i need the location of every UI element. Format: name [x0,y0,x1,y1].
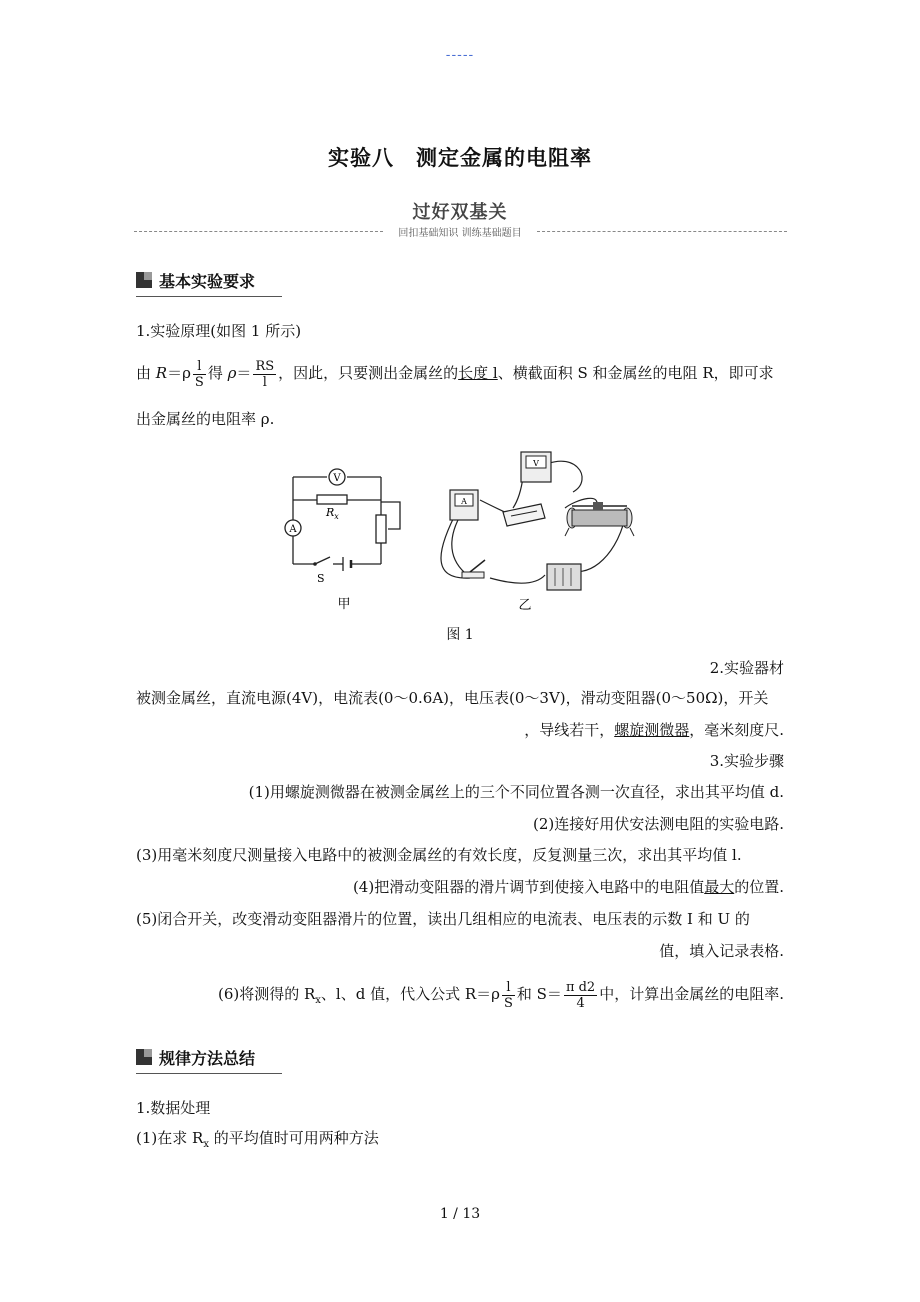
equipment-line1: 被测金属丝，直流电源(4V)，电流表(0～0.6A)，电压表(0～3V)，滑动变阻器(0～50Ω)，开关 [136,689,769,707]
section-heading-text: 基本实验要求 [159,272,256,291]
header-mark: ----- [445,48,475,63]
svg-text:A: A [461,497,467,506]
equipment-heading: 2.实验器材 [709,659,784,677]
section-underline [136,1073,282,1074]
section-heading-text: 规律方法总结 [159,1049,256,1068]
principle-formula-line [136,355,774,391]
battery-device [547,564,581,590]
equipment-line2: ，导线若干，螺旋测微器，毫米刻度尺. [524,721,784,739]
principle-line2: 出金属丝的电阻率 ρ. [136,410,275,428]
section-marker-icon [136,272,152,288]
principle-R: R [155,364,168,382]
principle-prefix: 由 [136,364,156,382]
switch-device [462,560,485,578]
principle-eq-rho: ＝ρ [167,364,191,382]
step-6: (6)将测得的 $R_x$、l、d 值，代入公式 R＝ρ $\frac{l}{S}$ 和 S＝ $\frac{\text{π d2}}{4}$ 中，计算出金属丝的电阻率. [217,979,784,1011]
step6-fraction-area: $\frac{\text{π d2}}{4}$ [565,979,596,1011]
principle-fraction-l-over-s: $\frac{l}{S}$ [194,358,204,390]
section-heading-basic [136,268,296,294]
section-underline [136,296,282,297]
voltmeter-device [521,452,551,482]
data-processing-heading: 1.数据处理 [136,1099,211,1117]
figure-label-yi: 乙 [518,598,532,613]
steps-heading: 3.实验步骤 [709,752,784,770]
banner-rule-right [537,231,787,232]
section-heading-methods [136,1045,296,1071]
principle-mid: 、横截面积 S 和金属丝的电阻 R，即可求 [497,364,774,382]
page-number: 1 / 13 [439,1206,481,1222]
principle-fraction-rs-over-l: $\frac{RS}{l}$ [255,358,275,390]
ammeter-label: A [289,524,297,535]
title-part1: 实验八 [328,146,394,170]
rheostat-device [565,502,634,536]
circuit-diagram-jia [293,477,400,564]
principle-after: ，因此，只要测出金属丝的 [278,364,459,382]
max-underlined: 最大 [704,878,735,896]
principle-label: 1.实验原理(如图 1 所示) [136,322,302,340]
principle-de: 得 [207,364,228,382]
banner-rule-left [134,231,383,232]
step-5-line2: 值，填入记录表格. [659,942,784,960]
ammeter-device [450,490,478,520]
banner-subtitle: 回扣基础知识 训练基础题目 [383,224,537,239]
banner-title: 过好双基关 [412,202,508,223]
step6-fraction-l-over-s: $\frac{l}{S}$ [503,979,513,1011]
principle-length-underlined: 长度 l [458,364,498,382]
figure-label-jia: 甲 [337,597,351,612]
step-1: (1)用螺旋测微器在被测金属丝上的三个不同位置各测一次直径，求出其平均值 d. [248,783,784,801]
rx-label: $R_x$ [326,506,339,521]
data-processing-line1: (1)在求 $R_x$ 的平均值时可用两种方法 [136,1129,379,1150]
principle-rho: ρ [227,364,237,382]
metal-wire-board [503,504,545,526]
switch-label: S [317,572,325,585]
figure-caption: 图 1 [446,627,474,643]
voltmeter-label: V [333,473,341,484]
switch-contact [313,562,317,566]
micrometer-underlined: 螺旋测微器 [614,721,690,739]
figure-1-circuit [275,440,655,620]
svg-text:V: V [533,459,539,468]
step-3: (3)用毫米刻度尺测量接入电路中的被测金属丝的有效长度，反复测量三次，求出其平均值 l. [136,846,742,864]
principle-eq: ＝ [236,364,252,382]
section-marker-icon [136,1049,152,1065]
step-4: (4)把滑动变阻器的滑片调节到使接入电路中的电阻值最大的位置. [352,878,784,896]
step-2: (2)连接好用伏安法测电阻的实验电路. [532,815,784,833]
step-5-line1: (5)闭合开关，改变滑动变阻器滑片的位置，读出几组相应的电流表、电压表的示数 I 和 U 的 [136,910,750,928]
title-part2: 测定金属的电阻率 [416,146,592,170]
page-title [0,142,920,172]
